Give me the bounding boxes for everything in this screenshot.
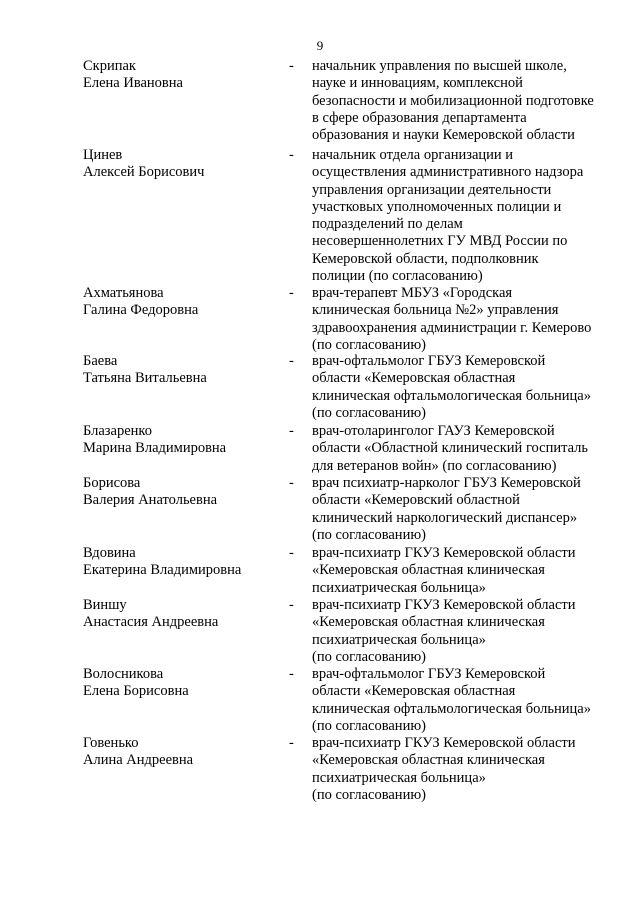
- member-name: [83, 353, 273, 388]
- member-role-line: науке и инновациям, комплексной: [312, 75, 523, 92]
- member-role-line: полиции (по согласованию): [312, 268, 483, 285]
- member-surname: Говенько: [83, 735, 139, 751]
- member-role-line: психиатрическая больница»: [312, 579, 486, 596]
- member-role: [312, 666, 612, 735]
- member-name: [83, 666, 273, 701]
- member-role-line: Кемеровской области, подполковник: [312, 250, 539, 267]
- separator-dash: -: [289, 597, 294, 613]
- member-role-line: врач-терапевт МБУЗ «Городская: [312, 285, 513, 301]
- member-role: [312, 147, 612, 285]
- member-name: [83, 735, 273, 770]
- member-role-line: (по согласованию): [312, 717, 426, 734]
- member-role-line: в сфере образования департамента: [312, 109, 527, 126]
- member-role-line: (по согласованию): [312, 404, 426, 421]
- member-surname: Скрипак: [83, 58, 136, 74]
- member-role: [312, 475, 612, 544]
- member-role-line: области «Областной клинический госпиталь: [312, 440, 589, 457]
- member-surname: Цинев: [83, 147, 123, 163]
- member-surname: Виншу: [83, 597, 127, 613]
- member-surname: Ахматьянова: [83, 285, 164, 301]
- separator-dash: -: [289, 545, 294, 561]
- separator-dash: -: [289, 666, 294, 682]
- member-role-line: участковых уполномоченных полиции и: [312, 198, 562, 215]
- member-name: [83, 545, 273, 580]
- member-role-line: осуществления административного надзора: [312, 164, 584, 181]
- member-name: [83, 285, 273, 320]
- member-given-names: Елена Борисовна: [83, 683, 189, 700]
- member-name: [83, 423, 273, 458]
- member-given-names: Анастасия Андреевна: [83, 614, 219, 631]
- member-role-line: врач-психиатр ГКУЗ Кемеровской области: [312, 597, 576, 613]
- member-role-line: «Кемеровская областная клиническая: [312, 614, 545, 631]
- member-name: [83, 147, 273, 182]
- member-name: [83, 597, 273, 632]
- separator-dash: -: [289, 147, 294, 163]
- page-number: 9: [316, 38, 324, 53]
- member-surname: Блазаренко: [83, 423, 152, 439]
- separator-dash: -: [289, 735, 294, 751]
- member-role: [312, 58, 612, 144]
- separator-dash: -: [289, 285, 294, 301]
- member-given-names: Алексей Борисович: [83, 164, 205, 181]
- member-role-line: «Кемеровская областная клиническая: [312, 752, 545, 769]
- separator-dash: -: [289, 475, 294, 491]
- member-role-line: для ветеранов войн» (по согласованию): [312, 457, 557, 474]
- member-given-names: Марина Владимировна: [83, 440, 227, 457]
- separator-dash: -: [289, 353, 294, 369]
- member-surname: Волосникова: [83, 666, 164, 682]
- member-given-names: Алина Андреевна: [83, 752, 194, 769]
- member-role-line: врач-психиатр ГКУЗ Кемеровской области: [312, 545, 576, 561]
- member-role: [312, 545, 612, 597]
- member-given-names: Галина Федоровна: [83, 302, 199, 319]
- member-role-line: клиническая офтальмологическая больница»: [312, 387, 591, 404]
- member-role-line: начальник отдела организации и: [312, 147, 514, 163]
- member-role-line: врач психиатр-нарколог ГБУЗ Кемеровской: [312, 475, 581, 491]
- member-given-names: Екатерина Владимировна: [83, 562, 242, 579]
- member-role-line: несовершеннолетних ГУ МВД России по: [312, 233, 568, 250]
- member-surname: Вдовина: [83, 545, 136, 561]
- member-role-line: подразделений по делам: [312, 216, 463, 233]
- member-role: [312, 285, 612, 354]
- member-role: [312, 353, 612, 422]
- member-role-line: (по согласованию): [312, 336, 426, 353]
- member-role-line: области «Кемеровский областной: [312, 492, 520, 509]
- member-role-line: клиническая больница №2» управления: [312, 302, 559, 319]
- member-surname: Борисова: [83, 475, 141, 491]
- member-role-line: образования и науки Кемеровской области: [312, 127, 575, 144]
- member-role: [312, 597, 612, 666]
- member-given-names: Елена Ивановна: [83, 75, 183, 92]
- member-role-line: врач-офтальмолог ГБУЗ Кемеровской: [312, 666, 546, 682]
- member-role-line: (по согласованию): [312, 526, 426, 543]
- member-name: [83, 58, 273, 93]
- member-role-line: психиатрическая больница»: [312, 769, 486, 786]
- member-role-line: безопасности и мобилизационной подготовке: [312, 92, 594, 109]
- member-role-line: «Кемеровская областная клиническая: [312, 562, 545, 579]
- member-role-line: здравоохранения администрации г. Кемерово: [312, 319, 592, 336]
- member-given-names: Валерия Анатольевна: [83, 492, 218, 509]
- member-role-line: психиатрическая больница»: [312, 631, 486, 648]
- member-role-line: (по согласованию): [312, 786, 426, 803]
- separator-dash: -: [289, 423, 294, 439]
- member-role-line: врач-отоларинголог ГАУЗ Кемеровской: [312, 423, 555, 439]
- member-role: [312, 423, 612, 475]
- member-role-line: врач-психиатр ГКУЗ Кемеровской области: [312, 735, 576, 751]
- member-given-names: Татьяна Витальевна: [83, 370, 207, 387]
- member-role-line: управления организации деятельности: [312, 181, 552, 198]
- separator-dash: -: [289, 58, 294, 74]
- member-role-line: врач-офтальмолог ГБУЗ Кемеровской: [312, 353, 546, 369]
- member-role-line: клиническая офтальмологическая больница»: [312, 700, 591, 717]
- member-role-line: области «Кемеровская областная: [312, 683, 516, 700]
- member-role-line: клинический наркологический диспансер»: [312, 509, 578, 526]
- member-role-line: области «Кемеровская областная: [312, 370, 516, 387]
- member-surname: Баева: [83, 353, 118, 369]
- member-role: [312, 735, 612, 804]
- member-name: [83, 475, 273, 510]
- member-role-line: начальник управления по высшей школе,: [312, 58, 567, 74]
- member-role-line: (по согласованию): [312, 648, 426, 665]
